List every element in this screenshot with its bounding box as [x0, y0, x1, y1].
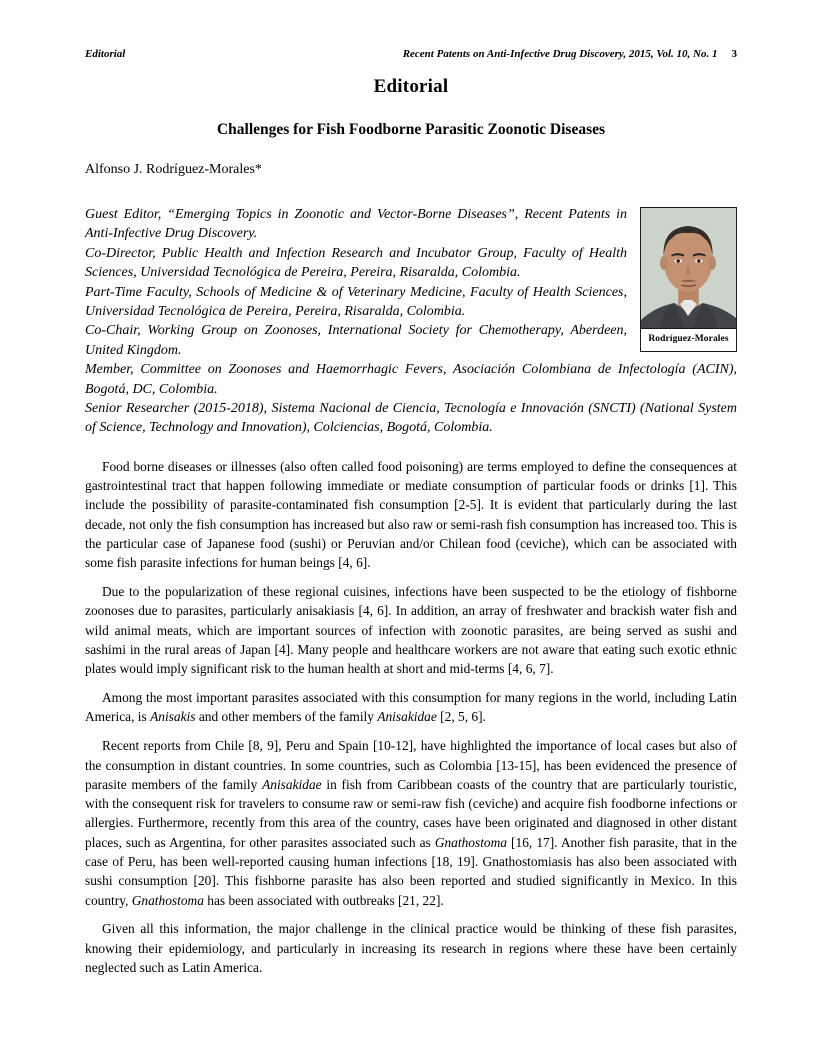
- family-name: Anisakidae: [377, 709, 437, 725]
- author-photo: [641, 208, 736, 328]
- paragraph-text: Food borne diseases or illnesses (also often called food poisoning) are terms employed to define the consequences at gastrointestinal tract that happen following immediate or mediate consumption of particular foods or drinks [1]. This include the possibility of parasite-contaminated fish consumption [2-5]. It is evident that particularly during the last decade, not only the fish consumption has increased but also raw or semi-rash fish consumption has increased too. This is the particular case of Japanese food (sushi) or Peruvian and/or Chilean food (ceviche), which can be associated with some fish parasite infections for human beings [4, 6].: [85, 458, 737, 571]
- species-name: Anisakis: [150, 709, 196, 725]
- paragraph-text: and other members of the family: [195, 709, 378, 725]
- affiliation-guest-editor: Guest Editor, “Emerging Topics in Zoonotic and Vector-Borne Diseases”, Recent Patents in Anti-Infective Drug Discovery.: [85, 207, 627, 242]
- running-header-journal-info: [403, 48, 737, 60]
- body-paragraph-5: [85, 919, 737, 977]
- species-name: Gnathostoma: [131, 892, 204, 908]
- running-header-section: Editorial: [85, 48, 126, 60]
- paragraph-text: Recent reports from Chile [8, 9], Peru and Spain [10-12], have highlighted the importance of local cases but also of the consumption in distant countries. In some countries, such as Colombia [13-15], has been evidenced the presence of parasite members of the family: [85, 738, 737, 792]
- body-paragraph-2: [85, 582, 737, 678]
- paragraph-text: [16, 17]. Another fish parasite, that in the case of Peru, has been well-reported causing human infections [18, 19]. Gnathostomiasis has also been associated with sushi consumption [20]. This fishborne parasite has also been reported and studied significantly in Mexico. In this country,: [85, 834, 737, 908]
- affiliation-co-director: Co-Director, Public Health and Infection Research and Incubator Group, Faculty of Health Sciences, Universidad Tecnológica de Pereira, Pereira, Risaralda, Colombia.: [85, 245, 627, 281]
- paragraph-text: has been associated with outbreaks [21, 22].: [203, 892, 444, 908]
- paragraph-text: Among the most important parasites associated with this consumption for many regions in the world, including Latin America, is: [85, 690, 737, 725]
- photo-caption: Rodríguez-Morales: [641, 328, 736, 351]
- affiliation-senior-researcher: Senior Researcher (2015-2018), Sistema Nacional de Ciencia, Tecnología e Innovación (SNCTI) (National System of Science, Technology and Innovation), Colciencias, Bogotá, Colombia.: [85, 401, 737, 436]
- paragraph-text: Given all this information, the major challenge in the clinical practice would be thinking of these fish parasites, knowing their epidemiology, and particularly in increasing its research in regions where these have been certainly neglected such as Latin America.: [85, 921, 737, 975]
- body-paragraph-3: [85, 688, 737, 727]
- page-number: 3: [731, 48, 737, 60]
- species-name: Gnathostoma: [434, 834, 507, 850]
- running-header: [85, 48, 737, 60]
- article-title: Challenges for Fish Foodborne Parasitic Zoonotic Diseases: [216, 121, 606, 138]
- body-paragraph-4: [85, 736, 737, 910]
- article-body: [85, 457, 737, 977]
- journal-citation: Recent Patents on Anti-Infective Drug Discovery, 2015, Vol. 10, No. 1: [402, 48, 718, 60]
- family-name: Anisakidae: [262, 776, 322, 792]
- body-paragraph-1: [85, 457, 737, 573]
- paragraph-text: in fish from Caribbean coasts of the country that are particularly touristic, with the consequent risk for travelers to consume raw or semi-raw fish (ceviche) and acquire fish foodborne infections or allergies. Furthermore, recently from this area of the country, cases have been originated and diagnosed in other distant places, such as Argentina, for other parasites associated such as: [85, 776, 737, 850]
- author-name: Alfonso J. Rodríguez-Morales*: [85, 162, 262, 177]
- affiliation-co-chair: Co-Chair, Working Group on Zoonoses, International Society for Chemotherapy, Aberdeen, United Kingdom.: [85, 323, 627, 358]
- affiliation-member: Member, Committee on Zoonoses and Haemorrhagic Fevers, Asociación Colombiana de Infectología (ACIN), Bogotá, DC, Colombia.: [85, 362, 737, 397]
- affiliations-block: [85, 205, 737, 438]
- paragraph-text: [2, 5, 6].: [436, 709, 486, 725]
- affiliation-part-time-faculty: Part-Time Faculty, Schools of Medicine & of Veterinary Medicine, Faculty of Health Sciences, Universidad Tecnológica de Pereira, Pereira, Risaralda, Colombia.: [85, 284, 627, 320]
- author-photo-box: [640, 207, 737, 352]
- paragraph-text: Due to the popularization of these regional cuisines, infections have been suspected to be the etiology of fishborne zoonoses due to parasites, particularly anisakiasis [4, 6]. In addition, an array of freshwater and brackish water fish and wild animal meats, which are important sources of infection with zoonotic parasites, are being served as sushi and sashimi in the rural areas of Japan [4]. Many people and healthcare workers are not aware that eating such exotic ethnic plates would imply significant risk to the human health at short and mid-terms [4, 6, 7].: [85, 584, 737, 677]
- article-type-title: Editorial: [373, 76, 449, 97]
